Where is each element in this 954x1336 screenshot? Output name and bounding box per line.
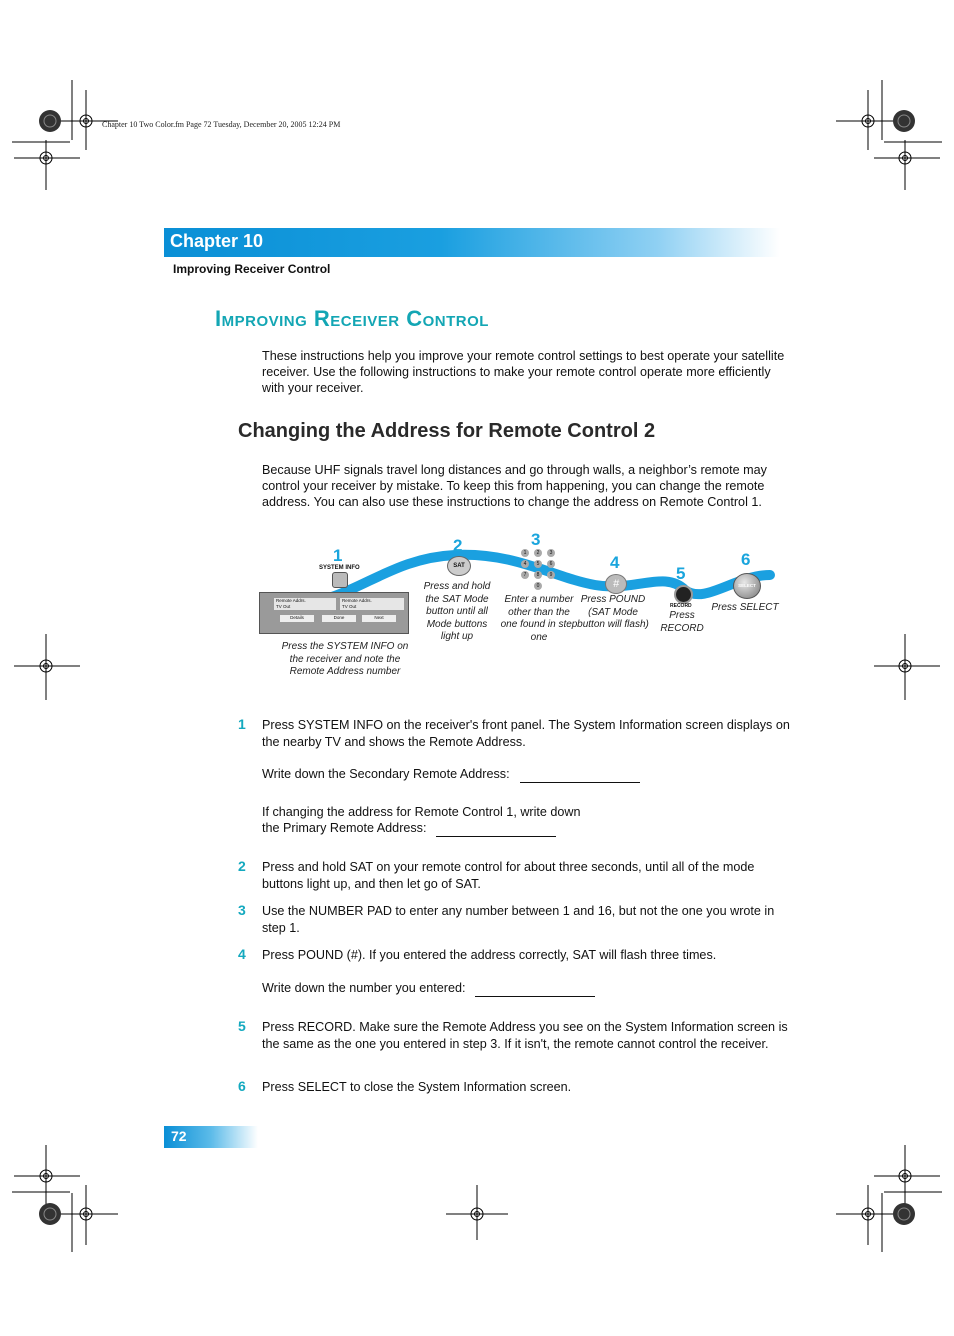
- page-title: Improving Receiver Control: [215, 306, 489, 331]
- diagram-step-4-caption: Press POUND (SAT Mode button will flash): [577, 594, 649, 630]
- diagram-step-6-number: 6: [741, 550, 751, 569]
- screen-field-tv-out-2: TV Out: [342, 604, 357, 609]
- subheading: Changing the Address for Remote Control 2: [238, 420, 656, 442]
- diagram-step-2-caption: Press and hold the SAT Mode button until all Mode buttons light up: [423, 581, 491, 642]
- keypad-key-8[interactable]: 8: [534, 571, 542, 579]
- step-4-write-label: Write down the number you entered:: [262, 981, 466, 995]
- keypad-key-6[interactable]: 6: [547, 560, 555, 568]
- screen-field-tv-out: TV Out: [276, 604, 291, 609]
- record-label: RECORD: [670, 603, 692, 609]
- step-5-text: Press RECORD. Make sure the Remote Address you see on the System Information screen is the same as the one you entered in step 3. If it isn't, the remote cannot control the receiver.: [262, 1020, 788, 1051]
- primary-address-blank: [436, 823, 556, 837]
- step-2-text: Press and hold SAT on your remote control for about three seconds, until all of the mode buttons light up, and then let go of SAT.: [262, 860, 755, 891]
- keypad-key-1[interactable]: 1: [521, 549, 529, 557]
- system-info-button[interactable]: [332, 572, 348, 588]
- diagram-step-5-caption: Press RECORD: [660, 610, 704, 634]
- keypad-key-4[interactable]: 4: [521, 560, 529, 568]
- step-6-text: Press SELECT to close the System Information screen.: [262, 1080, 572, 1094]
- step-5-number: 5: [238, 1018, 246, 1034]
- diagram-step-2-number: 2: [453, 536, 463, 555]
- step-3-number: 3: [238, 902, 246, 918]
- keypad-key-9[interactable]: 9: [547, 571, 555, 579]
- diagram-step-3-caption: Enter a number other than the one found in step one: [500, 594, 578, 643]
- screen-details-button: Details: [280, 615, 314, 622]
- step-2-number: 2: [238, 858, 246, 874]
- diagram-step-1-caption: Press the SYSTEM INFO on the receiver and note the Remote Address number: [281, 641, 409, 677]
- step-1-number: 1: [238, 716, 246, 732]
- step-1-write-primary: [262, 820, 792, 837]
- screen-done-button: Done: [322, 615, 356, 622]
- print-info: Chapter 10 Two Color.fm Page 72 Tuesday, December 20, 2005 12:24 PM: [102, 120, 341, 129]
- step-4-text: Press POUND (#). If you entered the address correctly, SAT will flash three times.: [262, 948, 717, 962]
- step-4-number: 4: [238, 946, 246, 962]
- system-info-label: SYSTEM INFO: [319, 565, 360, 571]
- step-1-write-primary-line1: If changing the address for Remote Control 1, write down: [262, 805, 581, 819]
- select-button[interactable]: SELECT: [733, 573, 761, 599]
- step-1-write-secondary-label: Write down the Secondary Remote Address:: [262, 767, 510, 781]
- step-6-number: 6: [238, 1078, 246, 1094]
- section-breadcrumb: Improving Receiver Control: [173, 262, 331, 276]
- secondary-address-blank: [520, 769, 640, 783]
- screen-field-remote-addrs: Remote Addrs.: [276, 598, 306, 603]
- diagram-step-3-number: 3: [531, 530, 541, 549]
- keypad-key-0[interactable]: 0: [534, 582, 542, 590]
- system-info-screen: [259, 592, 409, 634]
- screen-next-button: Next: [362, 615, 396, 622]
- keypad-key-7[interactable]: 7: [521, 571, 529, 579]
- keypad-key-3[interactable]: 3: [547, 549, 555, 557]
- diagram-step-4-number: 4: [610, 553, 620, 572]
- remote-address-diagram: [255, 530, 785, 690]
- diagram-step-1-number: 1: [333, 546, 343, 565]
- diagram-step-6-caption: Press SELECT: [711, 602, 779, 613]
- step-3-text: Use the NUMBER PAD to enter any number between 1 and 16, but not the one you wrote in step 1.: [262, 904, 775, 935]
- diagram-step-5-number: 5: [676, 564, 686, 583]
- number-keypad: [519, 549, 559, 595]
- sat-button[interactable]: SAT: [447, 556, 471, 576]
- step-4-write-number: [262, 980, 792, 997]
- chapter-label: Chapter 10: [170, 231, 264, 251]
- step-1-write-secondary: [262, 766, 792, 783]
- step-1-text: Press SYSTEM INFO on the receiver's front panel. The System Information screen displays on the nearby TV and shows the Remote Address.: [262, 718, 790, 749]
- sub-intro-paragraph: Because UHF signals travel long distances and go through walls, a neighbor’s remote may control your receiver by mistake. To keep this from happening, you can change the remote address. You can also use these instructions to change the address on Remote Control 1.: [262, 463, 767, 510]
- pound-button[interactable]: #: [605, 574, 627, 594]
- screen-field-remote-addrs-2: Remote Addrs.: [342, 598, 372, 603]
- keypad-key-5[interactable]: 5: [534, 560, 542, 568]
- step-1-write-primary-label: the Primary Remote Address:: [262, 821, 427, 835]
- record-button[interactable]: [674, 585, 693, 604]
- keypad-key-2[interactable]: 2: [534, 549, 542, 557]
- intro-paragraph: These instructions help you improve your remote control settings to best operate your satellite receiver. Use the following instructions to make your remote control operate more efficiently with your receiver.: [262, 349, 785, 396]
- entered-number-blank: [475, 983, 595, 997]
- page-number: 72: [171, 1128, 187, 1144]
